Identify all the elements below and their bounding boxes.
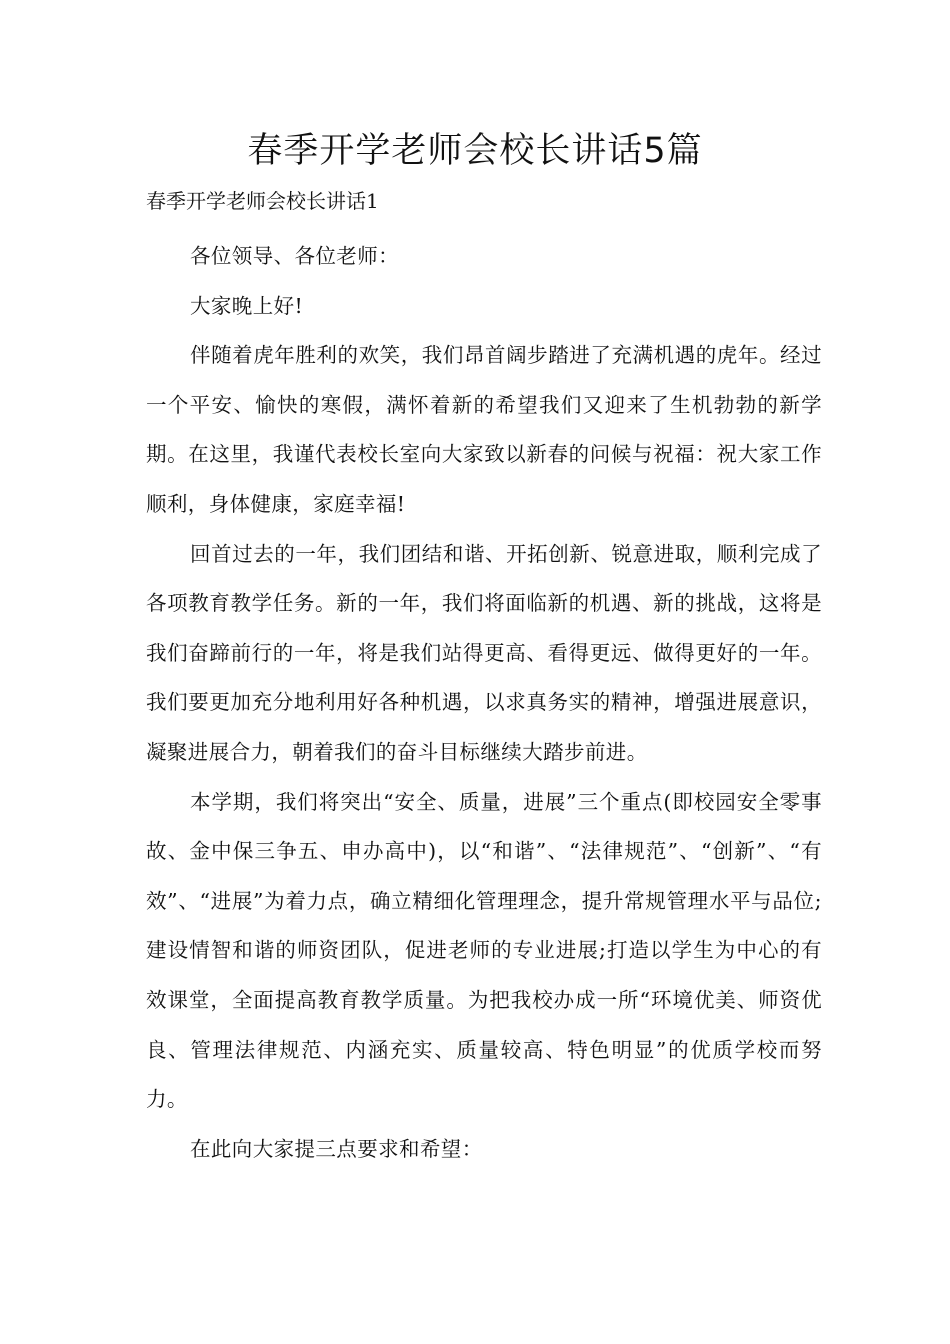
paragraph-greeting: 大家晚上好! [190,293,304,318]
paragraph-new-year: 伴随着虎年胜利的欢笑，我们昂首阔步踏进了充满机遇的虎年。经过一个平安、愉快的寒假，满怀着新的希望我们又迎来了生机勃勃的新学期。在这里，我谨代表校长室向大家致以新春的问候与祝福：祝大家工作顺利，身体健康，家庭幸福! [146,343,822,516]
paragraph-salutation: 各位领导、各位老师： [190,244,399,268]
paragraph-review: 回首过去的一年，我们团结和谐、开拓创新、锐意进取，顺利完成了各项教育教学任务。新的一年，我们将面临新的机遇、新的挑战，这将是我们奋蹄前行的一年，将是我们站得更高、看得更远、做得更好的一年。我们要更加充分地利用好各种机遇，以求真务实的精神，增强进展意识，凝聚进展合力，朝着我们的奋斗目标继续大踏步前进。 [146,541,822,764]
paragraph-requirements: 在此向大家提三点要求和希望： [190,1136,483,1161]
document-title: 春季开学老师会校长讲话5篇 [247,131,703,171]
paragraph-semester-plan: 本学期，我们将突出“安全、质量，进展”三个重点(即校园安全零事故、金中保三争五、申办高中)，以“和谐”、“法律规范”、“创新”、“有效”、“进展”为着力点，确立精细化管理理念，提升常规管理水平与品位;建设情智和谐的师资团队，促进老师的专业进展;打造以学生为中心的有效课堂，全面提高教育教学质量。为把我校办成一所“环境优美、师资优良、管理法律规范、内涵充实、质量较高、特色明显”的优质学校而努力。 [146,789,822,1112]
document-body [146,232,822,1174]
section-heading: 春季开学老师会校长讲话1 [146,189,379,213]
